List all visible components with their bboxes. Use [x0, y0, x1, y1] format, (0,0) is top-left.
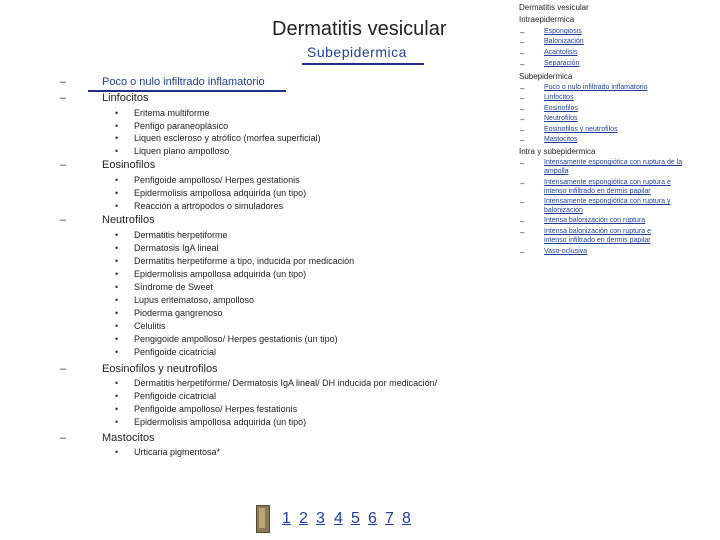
list-item: Eritema multiforme [134, 108, 210, 118]
outline-link-mixed-4[interactable]: Intensa balonización con ruptura [544, 217, 646, 224]
outline-link-mixed-3[interactable]: Intensamente espongiótica con ruptura y [544, 198, 671, 205]
bullet: • [115, 175, 119, 185]
outline-link-mixed-5[interactable]: Intensa balonización con ruptura e [544, 228, 652, 235]
list-item: Epidermolisis ampollosa adquirida (un tipo) [134, 417, 307, 427]
bullet: • [115, 417, 119, 427]
group-label-eos-neutro: Eosinofilos y neutrofilos [102, 363, 218, 375]
bullet: • [115, 334, 119, 344]
list-item: Penfigo paraneoplásico [134, 121, 229, 131]
outline-link-mixed-3-cont[interactable]: balonización [544, 207, 583, 214]
list-item: Epidermolisis ampollosa adquirida (un tipo) [134, 269, 307, 279]
group-label-poco[interactable]: Poco o nulo infiltrado inflamatorio [102, 76, 265, 88]
list-item: Dermatitis herpetiforme [134, 230, 228, 240]
dash-marker: – [60, 432, 67, 444]
group-label-eosinofilos: Eosinofilos [102, 159, 156, 171]
group-label-neutrofilos: Neutrofilos [102, 214, 155, 226]
outline-link-eos-neutro[interactable]: Eosinofilos y neutrofilos [544, 126, 618, 133]
dash-marker: – [60, 214, 67, 226]
bullet: • [115, 321, 119, 331]
dash-marker: – [520, 38, 525, 47]
page-link-5[interactable]: 5 [351, 510, 360, 527]
page-link-2[interactable]: 2 [299, 510, 308, 527]
outline-link-mastocitos[interactable]: Mastocitos [544, 136, 578, 143]
bullet: • [115, 201, 119, 211]
list-item: Dermatitis herpetiforme/ Dermatosis IgA lineal/ DH inducida por medicación/ [134, 378, 438, 388]
dash-marker: – [60, 92, 67, 104]
bullet: • [115, 121, 119, 131]
bullet: • [115, 256, 119, 266]
page-link-3[interactable]: 3 [316, 510, 325, 527]
page-link-7[interactable]: 7 [385, 510, 394, 527]
page-subtitle: Subepidermica [307, 44, 407, 60]
page-title: Dermatitis vesicular [272, 18, 447, 40]
outline-link-acantolisis[interactable]: Acantolisis [544, 49, 578, 56]
bullet: • [115, 269, 119, 279]
dash-marker: – [60, 363, 67, 375]
bullet: • [115, 378, 119, 388]
list-item: Pengigoide ampolloso/ Herpes gestationis (un tipo) [134, 334, 338, 344]
outline-link-espongiosis[interactable]: Espongiosis [544, 28, 582, 35]
dash-marker: – [520, 84, 525, 93]
outline-link-mixed-2[interactable]: Intensamente espongiótica con ruptura e [544, 179, 671, 186]
bullet: • [115, 133, 119, 143]
bullet: • [115, 282, 119, 292]
outline-link-linfocitos[interactable]: Linfocitos [544, 94, 574, 101]
outline-link-eosinofilos[interactable]: Eosinofilos [544, 105, 578, 112]
outline-link-poco[interactable]: Poco o nulo infiltrado inflamatorio [544, 84, 648, 91]
outline-title: Dermatitis vesicular [519, 3, 589, 12]
dash-marker: – [520, 115, 525, 124]
list-item: Celulitis [134, 321, 166, 331]
list-item: Penfigoide ampolloso/ Herpes festationis [134, 404, 298, 414]
list-item: Liquen escleroso y atrófico (morfea superficial) [134, 133, 321, 143]
dash-marker: – [60, 159, 67, 171]
bullet: • [115, 391, 119, 401]
dash-marker: – [520, 159, 525, 168]
dash-marker: – [520, 60, 525, 69]
dash-marker: – [520, 49, 525, 58]
group-label-linfocitos: Linfocitos [102, 92, 149, 104]
bullet: • [115, 295, 119, 305]
list-item: Reacción a artrópodos o simuladores [134, 201, 284, 211]
book-icon-page [259, 508, 265, 528]
outline-link-balonizacion[interactable]: Balonización [544, 38, 584, 45]
dash-marker: – [520, 136, 525, 145]
outline-link-neutrofilos[interactable]: Neutrofilos [544, 115, 578, 122]
bullet: • [115, 347, 119, 357]
dash-marker: – [520, 28, 525, 37]
page-link-1[interactable]: 1 [282, 510, 291, 527]
outline-link-mixed-1-cont[interactable]: ampolla [544, 168, 569, 175]
dash-marker: – [520, 105, 525, 114]
bullet: • [115, 308, 119, 318]
subtitle-underline [302, 63, 424, 65]
list-item: Dermatosis IgA lineal [134, 243, 219, 253]
page-link-4[interactable]: 4 [334, 510, 343, 527]
bullet: • [115, 230, 119, 240]
list-item: Dermatitis herpetiforme a tipo, inducida por medicación [134, 256, 355, 266]
dash-marker: – [60, 76, 67, 88]
bullet: • [115, 447, 119, 457]
dash-marker: – [520, 217, 525, 226]
outline-section-sub: Subepidermica [519, 72, 573, 81]
bullet: • [115, 404, 119, 414]
dash-marker: – [520, 198, 525, 207]
bullet: • [115, 188, 119, 198]
list-item: Urticaria pigmentosa* [134, 447, 221, 457]
outline-section-intra: Intraepidermica [519, 15, 575, 24]
list-item: Síndrome de Sweet [134, 282, 214, 292]
outline-link-mixed-5-cont[interactable]: intenso infiltrado en dermis papilar [544, 237, 651, 244]
dash-marker: – [520, 248, 525, 257]
bullet: • [115, 108, 119, 118]
outline-link-mixed-2-cont[interactable]: intenso infiltrado en dermis papilar [544, 188, 651, 195]
list-item: Penfigoide ampolloso/ Herpes gestationis [134, 175, 300, 185]
bullet: • [115, 146, 119, 156]
page-link-8[interactable]: 8 [402, 510, 411, 527]
page-link-6[interactable]: 6 [368, 510, 377, 527]
group-label-mastocitos: Mastocitos [102, 432, 155, 444]
outline-section-mixed: Intra y subepidermica [519, 147, 596, 156]
dash-marker: – [520, 228, 525, 237]
list-item: Pioderma gangrenoso [134, 308, 223, 318]
list-item: Lupus eritematoso, ampolloso [134, 295, 255, 305]
list-item: Epidermolisis ampollosa adquirida (un tipo) [134, 188, 307, 198]
list-item: Penfigoide cicatricial [134, 347, 217, 357]
dash-marker: – [520, 94, 525, 103]
outline-link-mixed-6[interactable]: Vaso-oclusiva [544, 248, 588, 255]
outline-link-mixed-1[interactable]: Intensamente espongiótica con ruptura de la [544, 159, 683, 166]
list-item: Penfigoide cicatricial [134, 391, 217, 401]
list-item: Liquen plano ampolloso [134, 146, 230, 156]
dash-marker: – [520, 126, 525, 135]
dash-marker: – [520, 179, 525, 188]
bullet: • [115, 243, 119, 253]
outline-link-separacion[interactable]: Separación [544, 60, 580, 67]
